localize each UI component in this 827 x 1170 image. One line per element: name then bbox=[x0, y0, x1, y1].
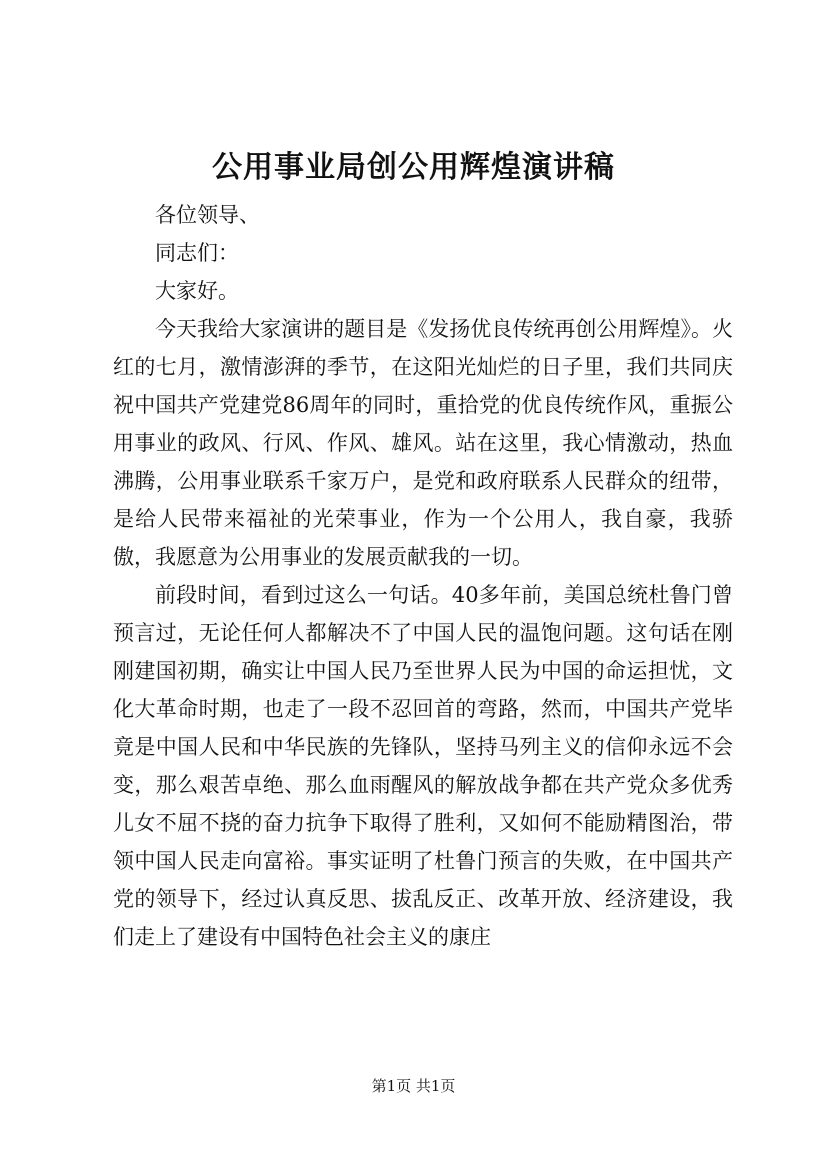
salutation-comrades: 同志们： bbox=[155, 241, 239, 265]
document-title: 公用事业局创公用辉煌演讲稿 bbox=[212, 150, 615, 185]
salutation-leaders: 各位领导、 bbox=[155, 203, 260, 227]
greeting: 大家好。 bbox=[155, 279, 239, 303]
paragraph-history: 前段时间，看到过这么一句话。40多年前，美国总统杜鲁门曾预言过，无论任何人都解决不了中国人民的温饱问题。这句话在刚刚建国初期，确实让中国人民乃至世界人民为中国的命运担忧，文化大革命时期，也走了一段不忍回首的弯路，然而，中国共产党毕竟是中国人民和中华民族的先锋队，坚持马列主义的信仰永远不会变，那么艰苦卓绝、那么血雨醒风的解放战争都在共产党众多优秀儿女不屈不挠的奋力抗争下取得了胜利，又如何不能励精图治，带领中国人民走向富裕。事实证明了杜鲁门预言的失败，在中国共产党的领导下，经过认真反思、拔乱反正、改革开放、经济建设，我们走上了建设有中国特色社会主义的康庄 bbox=[113, 583, 733, 949]
document-body bbox=[113, 196, 733, 956]
page-footer: 第1页 共1页 bbox=[371, 1077, 456, 1095]
paragraph-intro: 今天我给大家演讲的题目是《发扬优良传统再创公用辉煌》。火红的七月，激情澎湃的季节，在这阳光灿烂的日子里，我们共同庆祝中国共产党建党86周年的同时，重拾党的优良传统作风，重振公用事业的政风、行风、作风、雄风。站在这里，我心情激动，热血沸腾，公用事业联系千家万户，是党和政府联系人民群众的纽带，是给人民带来福祉的光荣事业，作为一个公用人，我自豪，我骄傲，我愿意为公用事业的发展贡献我的一切。 bbox=[113, 317, 733, 569]
